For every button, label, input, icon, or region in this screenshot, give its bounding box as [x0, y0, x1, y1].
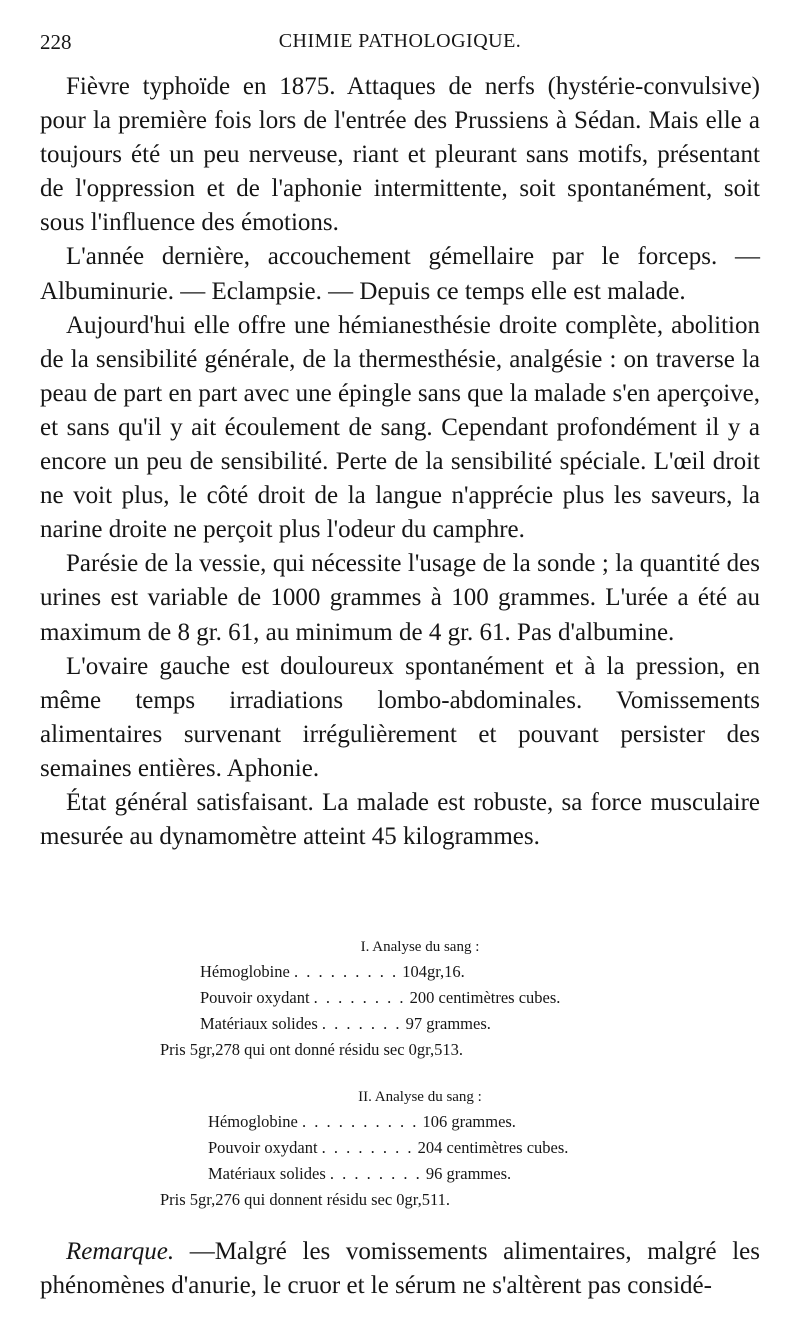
paragraph-delivery: L'année dernière, accouchement gémellaire par le forceps. — Albuminurie. — Eclampsie. — Depuis ce temps elle est malade. [40, 243, 760, 305]
row-label: Pouvoir oxydant [200, 988, 310, 1007]
analysis-row [200, 985, 700, 1011]
row-value: 104gr,16. [402, 962, 465, 981]
row-dots: . . . . . . . . [313, 988, 406, 1007]
analysis-title: I. Analyse du sang : [360, 939, 480, 955]
row-value: 204 centimètres cubes. [417, 1138, 569, 1157]
remark-label: Remarque. [66, 1238, 175, 1265]
analysis-row [208, 1161, 700, 1187]
remark-block [40, 1235, 760, 1303]
paragraph-general-state: État général satisfaisant. La malade est robuste, sa force musculaire mesurée au dynamomètre atteint 45 kilogrammes. [40, 788, 760, 851]
row-label: Pouvoir oxydant [208, 1138, 318, 1157]
row-label: Hémoglobine [200, 962, 290, 981]
row-value: 200 centimètres cubes. [409, 988, 561, 1007]
remark-text: —Malgré les vomissements alimentaires, malgré les phénomènes d'anurie, le cruor et le sérum ne s'altèrent pas considé- [40, 1238, 760, 1299]
analysis-row [200, 1011, 700, 1037]
paragraph-history: Fièvre typhoïde en 1875. Attaques de nerfs (hystérie-convulsive) pour la première fois lors de l'entrée des Prussiens à Sédan. Mais elle a toujours été un peu nerveuse, riant et pleurant sans motifs, présentant de l'oppression et de l'aphonie intermittente, soit spontanément, soit sous l'influence des émotions. [40, 73, 760, 237]
row-label: Matériaux solides [208, 1164, 326, 1183]
page-header [40, 30, 760, 60]
row-dots: . . . . . . . . [321, 1138, 414, 1157]
row-label: Hémoglobine [208, 1112, 298, 1131]
remark-paragraph [40, 1235, 760, 1303]
row-value: 106 grammes. [422, 1112, 516, 1131]
analysis-row [208, 1109, 700, 1135]
paragraph-bladder: Parésie de la vessie, qui nécessite l'usage de la sonde ; la quantité des urines est variable de 1000 grammes à 100 grammes. L'urée a été au maximum de 8 gr. 61, au minimum de 4 gr. 61. Pas d'albumine. [40, 550, 760, 646]
body-text [40, 70, 760, 854]
sample-note: Pris 5gr,276 qui donnent résidu sec 0gr,511. [160, 1190, 450, 1209]
analysis-title: II. Analyse du sang : [358, 1089, 482, 1105]
paragraph-hemianesthesia: Aujourd'hui elle offre une hémianesthésie droite complète, abolition de la sensibilité générale, de la thermesthésie, analgésie : on traverse la peau de part en part avec une épingle sans que la malade s'en aperçoive, et sans qu'il y ait écoulement de sang. Cependant profondément il y a encore un peu de sensibilité. Perte de la sensibilité spéciale. L'œil droit ne voit plus, le côté droit de la langue n'apprécie plus les saveurs, la narine droite ne perçoit plus l'odeur du camphre. [40, 311, 760, 544]
analysis-row [208, 1135, 700, 1161]
row-dots: . . . . . . . [321, 1014, 402, 1033]
row-value: 97 grammes. [405, 1014, 491, 1033]
paragraph-ovary: L'ovaire gauche est douloureux spontanément et à la pression, en même temps irradiations lombo-abdominales. Vomissements alimentaires survenant irrégulièrement et pouvant persister des semaines entières. Aphonie. [40, 652, 760, 782]
row-label: Matériaux solides [200, 1014, 318, 1033]
running-title: CHIMIE PATHOLOGIQUE. [278, 30, 522, 52]
row-dots: . . . . . . . . [329, 1164, 422, 1183]
blood-analysis-2 [140, 1085, 700, 1213]
row-dots: . . . . . . . . . [293, 962, 399, 981]
blood-analysis-1 [140, 935, 700, 1063]
analysis-row [200, 959, 700, 985]
row-value: 96 grammes. [425, 1164, 512, 1183]
page-number: 228 [40, 30, 72, 54]
sample-note: Pris 5gr,278 qui ont donné résidu sec 0gr,513. [160, 1040, 463, 1059]
row-dots: . . . . . . . . . . [301, 1112, 419, 1131]
